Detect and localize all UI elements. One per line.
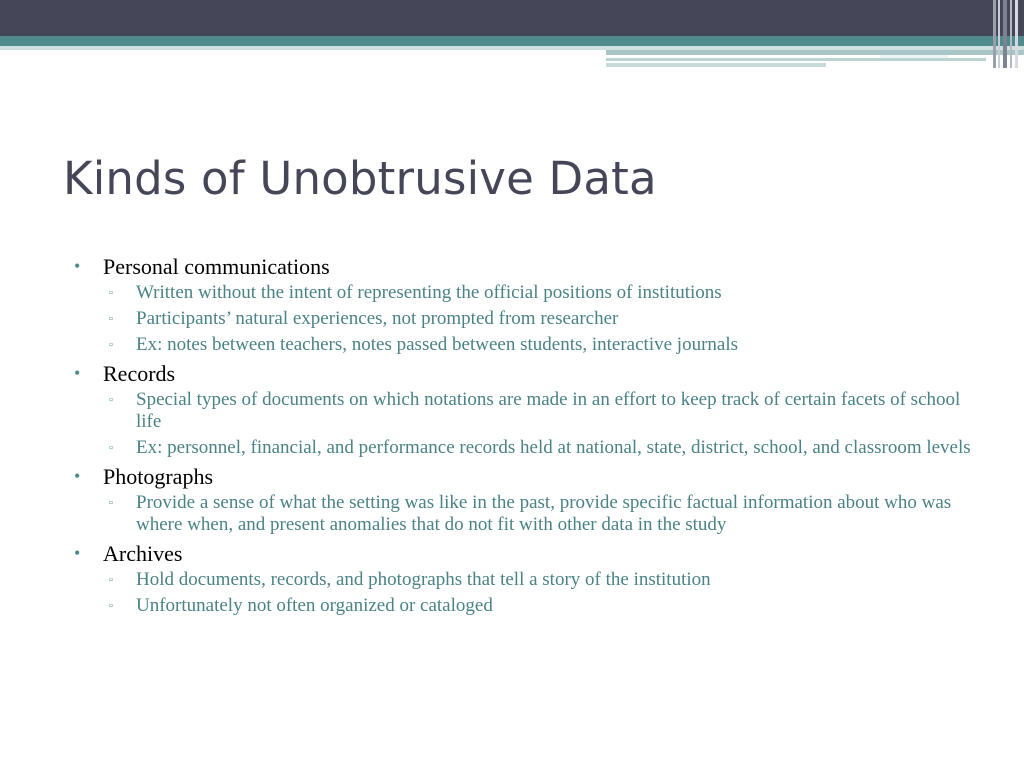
decorative-vertical-bar	[993, 0, 996, 68]
bullet-icon: •	[74, 256, 81, 276]
bullet-label: Personal communications	[103, 254, 330, 279]
sub-bullet-item	[103, 595, 974, 617]
bullet-icon: •	[74, 543, 81, 563]
sub-bullet-item	[103, 437, 974, 459]
sub-bullet-item	[103, 334, 974, 356]
sub-bullet-text: Participants’ natural experiences, not prompted from researcher	[136, 308, 619, 329]
sub-bullet-list	[103, 569, 974, 617]
bullet-icon: •	[74, 466, 81, 486]
sub-bullet-item	[103, 389, 974, 433]
sub-bullet-text: Special types of documents on which notations are made in an effort to keep track of certain facets of school life	[136, 389, 961, 432]
sub-bullet-item	[103, 492, 974, 536]
bullet-item	[74, 253, 974, 356]
sub-bullet-text: Hold documents, records, and photographs that tell a story of the institution	[136, 569, 711, 590]
decorative-stripe	[606, 58, 986, 61]
bullet-label: Photographs	[103, 464, 213, 489]
sub-bullet-text: Written without the intent of representing the official positions of institutions	[136, 282, 722, 303]
bullet-item	[74, 540, 974, 617]
sub-bullet-icon: ▫	[109, 394, 113, 406]
decorative-vertical-bar	[1003, 0, 1007, 68]
sub-bullet-text: Ex: personnel, financial, and performance records held at national, state, district, school, and classroom levels	[136, 437, 971, 458]
bullet-label: Archives	[103, 541, 183, 566]
sub-bullet-item	[103, 308, 974, 330]
sub-bullet-icon: ▫	[109, 497, 113, 509]
sub-bullet-list	[103, 492, 974, 536]
sub-bullet-icon: ▫	[109, 442, 113, 454]
decorative-stripe	[606, 50, 1024, 55]
decorative-stripe	[606, 63, 826, 67]
sub-bullet-icon: ▫	[109, 313, 113, 325]
sub-bullet-list	[103, 282, 974, 356]
slide-title: Kinds of Unobtrusive Data	[63, 152, 657, 205]
sub-bullet-icon: ▫	[109, 574, 113, 586]
bullet-label: Records	[103, 361, 176, 386]
decorative-stripe	[880, 55, 948, 58]
header-band-dark	[0, 0, 1024, 36]
sub-bullet-item	[103, 569, 974, 591]
bullet-item	[74, 360, 974, 459]
sub-bullet-text: Ex: notes between teachers, notes passed between students, interactive journals	[136, 334, 738, 355]
sub-bullet-text: Unfortunately not often organized or cataloged	[136, 595, 493, 616]
decorative-vertical-bar	[1010, 0, 1012, 68]
header-band-teal	[0, 36, 1024, 46]
decorative-vertical-bar	[1015, 0, 1018, 68]
bullet-item	[74, 463, 974, 536]
sub-bullet-list	[103, 389, 974, 459]
bullet-list	[74, 253, 974, 621]
sub-bullet-icon: ▫	[109, 339, 113, 351]
sub-bullet-icon: ▫	[109, 287, 113, 299]
decorative-vertical-bar	[998, 0, 1000, 68]
sub-bullet-icon: ▫	[109, 600, 113, 612]
sub-bullet-item	[103, 282, 974, 304]
sub-bullet-text: Provide a sense of what the setting was like in the past, provide specific factual information about who was where when, and present anomalies that do not fit with other data in the study	[136, 492, 952, 535]
bullet-icon: •	[74, 363, 81, 383]
